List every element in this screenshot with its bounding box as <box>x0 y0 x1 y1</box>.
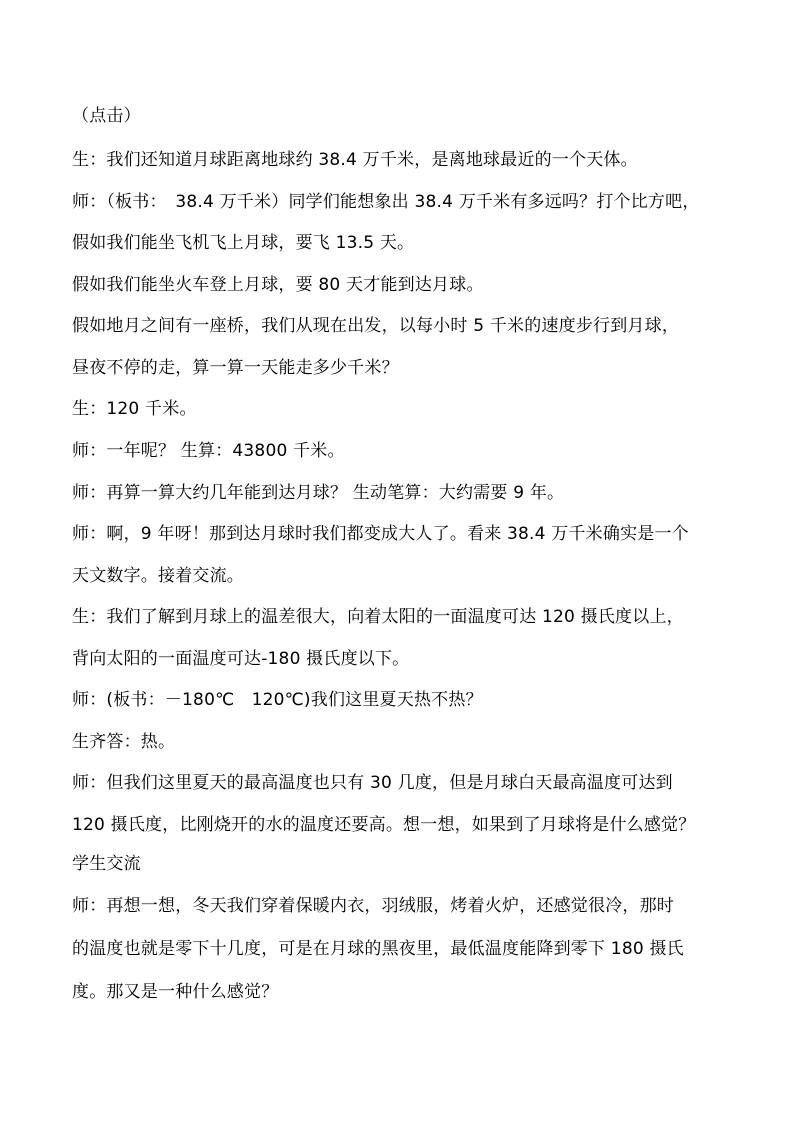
text-line: 学生交流 <box>72 854 141 874</box>
text-line: 背向太阳的一面温度可达-180 摄氏度以下。 <box>72 649 410 669</box>
text-line: 昼夜不停的走，算一算一天能走多少千米？ <box>72 358 399 378</box>
text-line-click-note: （点击） <box>72 106 141 126</box>
text-line: 天文数字。接着交流。 <box>72 566 244 586</box>
text-line: 生：我们了解到月球上的温差很大，向着太阳的一面温度可达 120 摄氏度以上， <box>72 607 684 627</box>
text-line: 师：啊，9 年呀！那到达月球时我们都变成大人了。看来 38.4 万千米确实是一个 <box>72 524 689 544</box>
text-line: 师：（板书： 38.4 万千米）同学们能想象出 38.4 万千米有多远吗？打个比方吧， <box>72 192 700 212</box>
text-line: 假如我们能坐火车登上月球，要 80 天才能到达月球。 <box>72 275 484 295</box>
text-line: 生：120 千米。 <box>72 399 197 419</box>
text-line: 师：再想一想，冬天我们穿着保暖内衣，羽绒服，烤着火炉，还感觉很冷，那时 <box>72 896 674 916</box>
text-line: 师：再算一算大约几年能到达月球？ 生动笔算：大约需要 9 年。 <box>72 483 565 503</box>
text-line: 生：我们还知道月球距离地球约 38.4 万千米，是离地球最近的一个天体。 <box>72 150 638 170</box>
text-line: 假如地月之间有一座桥，我们从现在出发，以每小时 5 千米的速度步行到月球， <box>72 316 680 336</box>
text-line: 师：一年呢？ 生算：43800 千米。 <box>72 441 345 461</box>
text-line: 生齐答：热。 <box>72 732 176 752</box>
text-line: 120 摄氏度，比刚烧开的水的温度还要高。想一想，如果到了月球将是什么感觉？ <box>72 815 696 835</box>
text-line: 的温度也就是零下十几度，可是在月球的黑夜里，最低温度能降到零下 180 摄氏 <box>72 939 684 959</box>
text-line: 假如我们能坐飞机飞上月球，要飞 13.5 天。 <box>72 233 415 253</box>
text-line: 度。那又是一种什么感觉？ <box>72 982 279 1002</box>
text-line: 师：但我们这里夏天的最高温度也只有 30 几度，但是月球白天最高温度可达到 <box>72 773 673 793</box>
text-line: 师：(板书：－180℃ 120℃)我们这里夏天热不热？ <box>72 690 483 710</box>
